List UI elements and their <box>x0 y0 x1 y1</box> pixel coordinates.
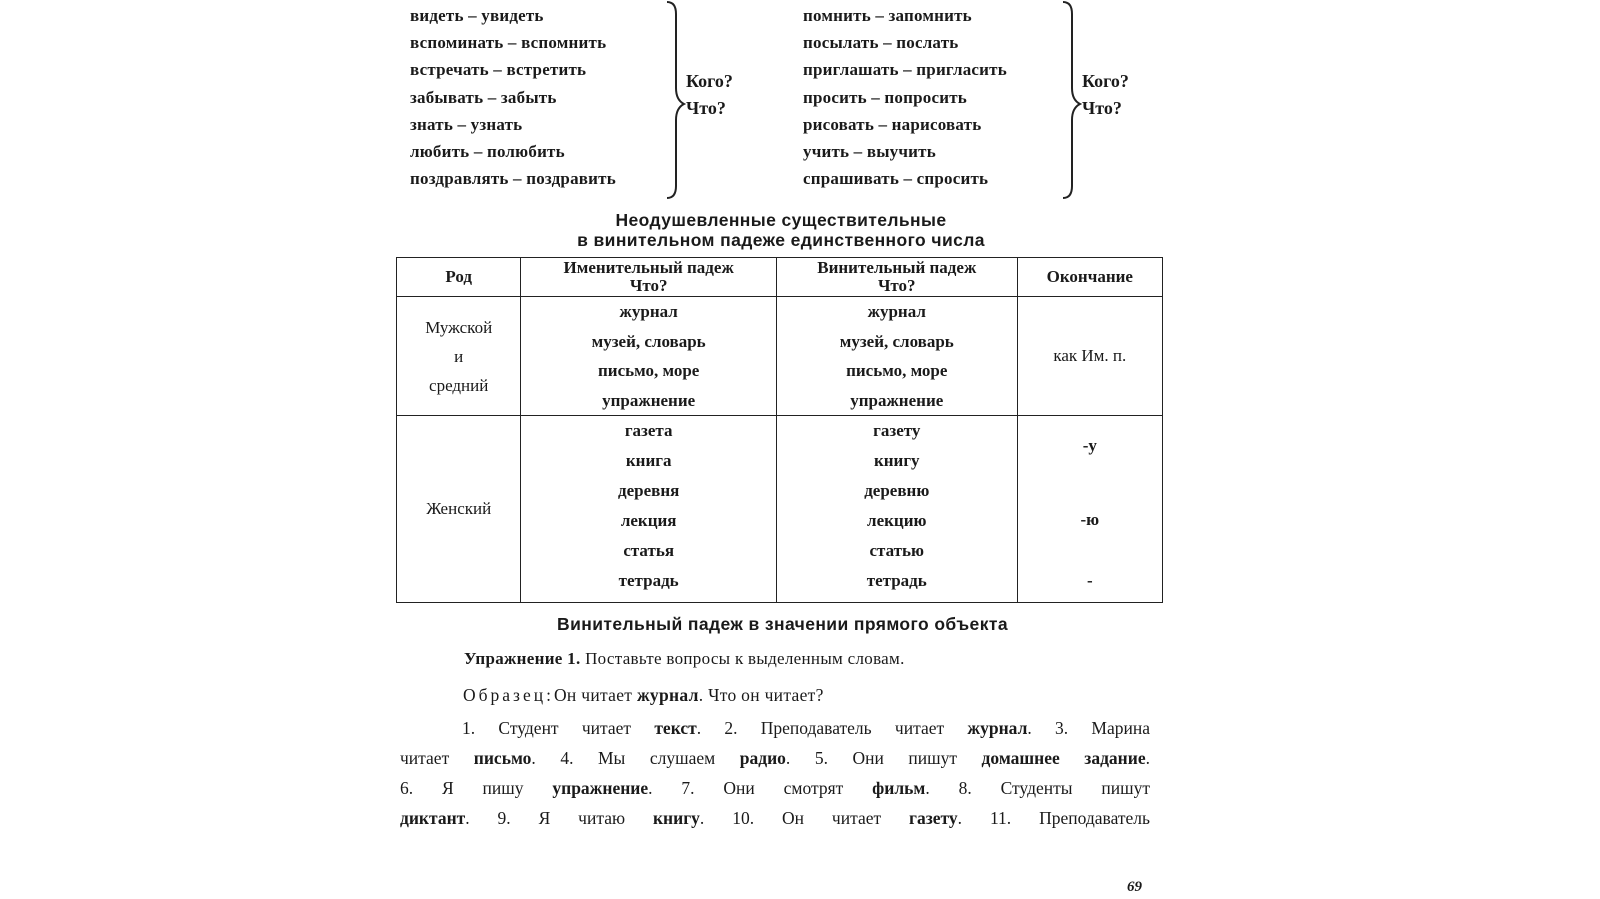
exercise-heading <box>464 649 905 669</box>
paragraph-text: . 11. Преподаватель <box>957 808 1151 828</box>
nominative-word: музей, словарь <box>591 331 706 351</box>
sample-text-after: . Что он читает? <box>698 685 824 705</box>
ending-cell: как Им. п. <box>1017 297 1162 416</box>
highlighted-word: книгу <box>652 808 700 828</box>
highlighted-word: письмо <box>473 748 532 768</box>
ending-yu: -ю <box>1080 510 1100 529</box>
paragraph-text: . 7. Они смотрят <box>648 778 873 798</box>
accusative-word: упражнение <box>850 390 944 410</box>
verb-pair: посылать – послать <box>803 33 959 53</box>
verb-list-left <box>410 2 616 192</box>
header-gender: Род <box>397 258 521 297</box>
highlighted-word: домашнее задание <box>981 748 1146 768</box>
nominative-word: газета <box>624 421 673 440</box>
verb-pair: поздравлять – поздравить <box>410 169 616 189</box>
exercise-label: Упражнение 1. <box>464 649 581 668</box>
verb-pair: встречать – встретить <box>410 60 587 80</box>
highlighted-word: фильм <box>872 778 926 798</box>
gender-cell <box>397 297 521 416</box>
header-accusative-question: Что? <box>877 276 916 295</box>
sample-label: Образец: <box>463 685 554 705</box>
paragraph-text: читает <box>400 748 474 768</box>
table-title-line-2: в винительном падеже единственного числа <box>577 230 985 250</box>
nominative-word: журнал <box>619 302 678 321</box>
paragraph-text: . 8. Студенты пишут <box>925 778 1150 798</box>
nominative-word: письмо, море <box>597 361 700 380</box>
question-who: Кого? <box>1082 71 1129 91</box>
question-what: Что? <box>1082 98 1122 118</box>
verb-pair: знать – узнать <box>410 114 523 134</box>
exercise-paragraph <box>400 713 1150 833</box>
curly-brace-left <box>664 0 686 200</box>
verb-pair: любить – полюбить <box>410 141 565 161</box>
header-accusative-title: Винительный падеж <box>817 258 977 277</box>
sample-bold-word: журнал <box>636 685 699 705</box>
nominative-word: книга <box>625 451 672 470</box>
questions-right <box>1082 68 1129 122</box>
verb-pair: просить – попросить <box>803 87 967 107</box>
paragraph-text: . 2. Преподаватель читает <box>696 718 968 738</box>
verb-pair: забывать – забыть <box>410 87 557 107</box>
paragraph-line <box>400 803 1150 833</box>
sample-line <box>463 685 824 706</box>
verb-pair: спрашивать – спросить <box>803 169 989 189</box>
ending-u: -у <box>1082 436 1097 455</box>
table-title-line-1: Неодушевленные существительные <box>615 210 947 230</box>
accusative-word: журнал <box>867 302 926 321</box>
verb-pair: учить – выучить <box>803 141 936 161</box>
nominative-word: статья <box>623 541 675 560</box>
page-number: 69 <box>1127 879 1142 895</box>
header-nominative-title: Именительный падеж <box>563 258 734 277</box>
accusative-word: письмо, море <box>846 361 948 380</box>
paragraph-text: . 9. Я читаю <box>465 808 653 828</box>
verb-pair: помнить – запомнить <box>803 6 972 25</box>
sample-text-before: Он читает <box>553 685 637 705</box>
nominative-word: упражнение <box>602 390 696 410</box>
header-ending: Окончание <box>1017 258 1162 297</box>
accusative-word: тетрадь <box>866 571 927 590</box>
section-title: Винительный падеж в значении прямого объекта <box>557 614 1008 634</box>
paragraph-line <box>400 743 1150 773</box>
table-header-row <box>397 258 1163 297</box>
ending-stack <box>1018 416 1162 602</box>
paragraph-text: . 3. Марина <box>1027 718 1151 738</box>
paragraph-text: . <box>1145 748 1150 768</box>
paragraph-text: 6. Я пишу <box>400 778 553 798</box>
verb-pair: вспоминать – вспомнить <box>410 33 607 53</box>
questions-left <box>686 68 733 122</box>
accusative-word: лекцию <box>867 511 927 530</box>
paragraph-line <box>400 713 1150 743</box>
accusative-cell <box>776 416 1017 603</box>
gender-line: Мужской <box>425 317 493 337</box>
highlighted-word: газету <box>909 808 958 828</box>
accusative-word: книгу <box>873 451 920 470</box>
gender-cell: Женский <box>397 416 521 603</box>
accusative-word: статью <box>869 541 925 560</box>
nominative-cell <box>521 297 777 416</box>
paragraph-text: 1. Студент читает <box>462 718 655 738</box>
highlighted-word: текст <box>654 718 697 738</box>
ending-cell <box>1017 416 1162 603</box>
table-row-fem <box>397 416 1163 603</box>
accusative-table <box>396 257 1163 603</box>
nominative-cell <box>521 416 777 603</box>
verb-pair: видеть – увидеть <box>410 6 544 25</box>
ending-none: - <box>1086 571 1093 590</box>
highlighted-word: упражнение <box>552 778 649 798</box>
header-accusative <box>776 258 1017 297</box>
question-who: Кого? <box>686 71 733 91</box>
highlighted-word: журнал <box>967 718 1028 738</box>
highlighted-word: радио <box>739 748 786 768</box>
paragraph-text: . 4. Мы слушаем <box>531 748 740 768</box>
accusative-word: музей, словарь <box>839 331 954 351</box>
highlighted-word: диктант <box>400 808 466 828</box>
header-nominative-question: Что? <box>629 276 668 295</box>
accusative-cell <box>776 297 1017 416</box>
header-nominative <box>521 258 777 297</box>
verb-pair: приглашать – пригласить <box>803 60 1007 80</box>
nominative-word: деревня <box>618 481 680 500</box>
question-what: Что? <box>686 98 726 118</box>
verb-pair: рисовать – нарисовать <box>803 114 982 134</box>
accusative-word: деревню <box>864 481 930 500</box>
exercise-instruction: Поставьте вопросы к выделенным словам. <box>585 649 905 668</box>
accusative-word: газету <box>873 421 921 440</box>
nominative-word: лекция <box>620 511 677 530</box>
paragraph-text: . 10. Он читает <box>699 808 910 828</box>
verb-list-right <box>803 2 1007 192</box>
paragraph-line <box>400 773 1150 803</box>
nominative-word: тетрадь <box>618 571 679 590</box>
gender-line: и <box>454 346 464 366</box>
table-row-masc-neut <box>397 297 1163 416</box>
gender-line: средний <box>429 375 489 395</box>
curly-brace-right <box>1060 0 1082 200</box>
paragraph-text: . 5. Они пишут <box>785 748 982 768</box>
